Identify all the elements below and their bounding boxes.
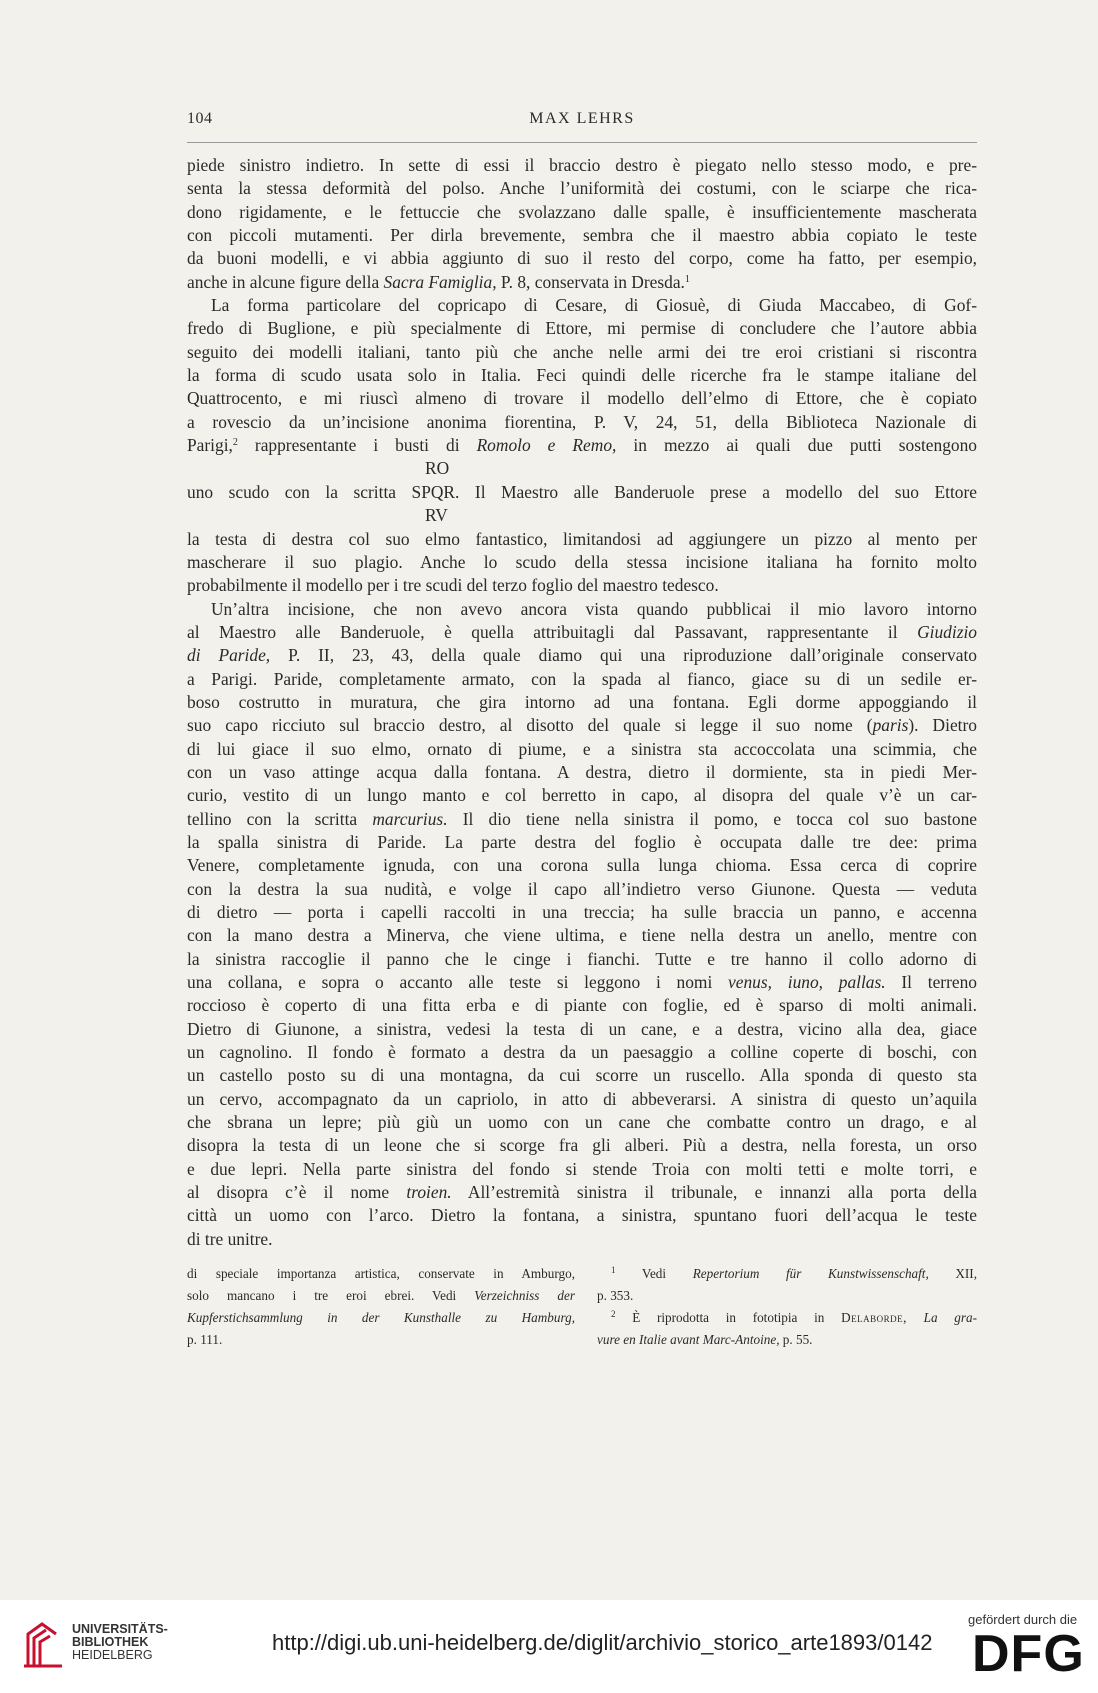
body-line: suo capo ricciuto sul braccio destro, al disotto del quale si legge il suo nome (paris). Dietro (187, 715, 977, 736)
funding-caption: gefördert durch die (968, 1612, 1078, 1627)
body-line: una collana, e sopra o accanto alle teste si leggono i nomi venus, iuno, pallas. Il terreno (187, 972, 977, 993)
body-line: di tre unitre. (187, 1228, 273, 1249)
running-title: MAX LEHRS (529, 110, 635, 127)
body-line: la forma di scudo usata solo in Italia. Feci quindi delle ricerche fra le stampe italiane del (187, 365, 977, 386)
source-url-link[interactable]: http://digi.ub.uni-heidelberg.de/diglit/archivio_storico_arte1893/0142 (272, 1630, 933, 1655)
body-line: con un vaso attinge acqua dalla fontana. A destra, dietro il dormiente, sta in piedi Mer- (187, 761, 977, 782)
body-line: seguito dei modelli italiani, tanto più che anche nelle armi dei tre eroi cristiani si riscontra (187, 341, 977, 362)
body-line: RO (425, 458, 450, 479)
header-rule (187, 142, 977, 143)
footnote-line: vure en Italie avant Marc-Antoine, p. 55. (597, 1332, 813, 1347)
body-line: RV (425, 505, 448, 526)
footnote-marker: 1 (611, 1265, 616, 1275)
body-line: uno scudo con la scritta SPQR. Il Maestro alle Banderuole prese a modello del suo Ettore (187, 481, 977, 502)
body-line: un cagnolino. Il fondo è formato a destra da un paesaggio a colline coperte di boschi, con (187, 1042, 977, 1063)
footnotes-right-column (597, 1263, 977, 1351)
footnote-line: di speciale importanza artistica, conservate in Amburgo, (187, 1266, 575, 1281)
body-line: Parigi,$^2$ rappresentante i busti di Romolo e Remo, in mezzo ai quali due putti sostengono (187, 435, 977, 456)
footnote-line: $^2$ È riprodotta in fototipia in Delaborde, La gra- (611, 1309, 978, 1325)
body-line: fredo di Buglione, e più specialmente di Ettore, mi permise di concludere che l’autore abbia (187, 318, 977, 339)
body-line: un cervo, accompagnato da un capriolo, in atto di abbeverarsi. A sinistra di questo un’aquila (187, 1088, 977, 1109)
footnote-ref: 2 (232, 437, 238, 449)
running-header (187, 110, 977, 132)
footnote-ref: 1 (684, 273, 690, 285)
footnotes-left-column (187, 1263, 575, 1351)
footnote-marker: 2 (611, 1309, 616, 1319)
footnote-line: p. 353. (597, 1288, 634, 1303)
body-line: un castello posto su di una montagna, da cui scorre un ruscello. Alla sponda di questo sta (187, 1065, 977, 1086)
body-line: Quattrocento, e mi riuscì almeno di trovare il modello dell’elmo di Ettore, che è copiato (187, 388, 977, 409)
footnote-line: Kupferstichsammlung in der Kunsthalle zu Hamburg, (187, 1310, 575, 1325)
body-line: probabilmente il modello per i tre scudi del terzo foglio del maestro tedesco. (187, 575, 719, 596)
dfg-logo[interactable]: DFG (972, 1625, 1085, 1683)
body-line: la sinistra raccoglie il panno che le cinge i fianchi. Tutte e tre hanno il collo adorno di (187, 948, 977, 969)
body-line: tellino con la scritta marcurius. Il dio tiene nella sinistra il pomo, e tocca col suo bastone (187, 808, 978, 829)
body-line: da buoni modelli, e vi abbia aggiunto di suo il resto del corpo, come ha fatto, per esempio, (187, 248, 977, 269)
body-line: senta la stessa deformità del polso. Anche l’uniformità dei costumi, con le sciarpe che rica- (187, 178, 977, 199)
main-text (187, 154, 977, 1251)
body-line: disopra la testa di un leone che si scorge fra gli alberi. Più a destra, nella foresta, un orso (187, 1135, 977, 1156)
body-line: con la mano destra a Minerva, che viene ultima, e tiene nella destra un anello, mentre con (187, 925, 977, 946)
body-line: mascherare il suo plagio. Anche lo scudo della stessa incisione italiana ha fornito molto (187, 551, 977, 572)
body-line: al disopra c’è il nome troien. All’estremità sinistra il tribunale, e innanzi alla porta della (187, 1182, 978, 1203)
body-line: di dietro — porta i capelli raccolti in una treccia; ha sulle braccia un panno, e accenna (187, 902, 977, 922)
body-line: con piccoli mutamenti. Per dirla brevemente, sembra che il maestro abbia copiato le teste (187, 225, 977, 246)
body-line: anche in alcune figure della Sacra Famiglia, P. 8, conservata in Dresda.$^1$ (187, 271, 690, 292)
body-line: roccioso è coperto di una fitta erba e di piante con foglie, ed è sparso di molti animali. (187, 995, 977, 1016)
body-line: con la destra la sua nudità, e volge il capo all’indietro verso Giunone. Questa — veduta (187, 878, 977, 899)
body-line: che sbrana un lepre; più giù un uomo con un cane che combatte contro un drago, e al (187, 1112, 977, 1133)
body-line: la testa di destra col suo elmo fantastico, limitandosi ad aggiungere un pizzo al mento per (187, 528, 977, 549)
viewer-footer (0, 1600, 1098, 1693)
footnote-line: $^1$ Vedi Repertorium für Kunstwissenschaft, XII, (611, 1265, 978, 1281)
footnote-line: solo mancano i tre eroi ebrei. Vedi Verzeichniss der (187, 1288, 575, 1303)
body-line: di lui giace il suo elmo, ornato di piume, e a sinistra sta accoccolata una scimmia, che (187, 738, 977, 759)
body-line: dono rigidamente, e le fettuccie che svolazzano dalle spalle, è insufficientemente mascherata (187, 201, 977, 222)
body-line: Venere, completamente ignuda, con una corona sulla lunga chioma. Essa cerca di coprire (187, 855, 977, 876)
body-line: a rovescio da un’incisione anonima fiorentina, P. V, 24, 51, della Biblioteca Nazionale di (187, 411, 977, 432)
body-line: curio, vestito di un lungo manto e col berretto in capo, al disopra del quale v’è un car- (187, 785, 977, 806)
body-line: Un’altra incisione, che non avevo ancora vista quando pubblicai il mio lavoro intorno (211, 598, 977, 619)
body-line: città un uomo con l’arco. Dietro la fontana, a sinistra, spuntano fuori dell’acqua le teste (187, 1205, 977, 1226)
university-library-logo[interactable] (22, 1620, 64, 1670)
body-line: a Parigi. Paride, completamente armato, con la spada al fianco, giace su di un sedile er- (187, 668, 977, 689)
body-line: di Paride, P. II, 23, 43, della quale diamo qui una riproduzione dall’originale conservato (187, 645, 977, 666)
page-number: 104 (187, 110, 213, 127)
body-line: e due lepri. Nella parte sinistra del fondo si stende Troia con molti tetti e molte torri, e (187, 1158, 977, 1179)
body-line: Dietro di Giunone, a sinistra, vedesi la testa di un cane, e a destra, vicino alla dea, giace (187, 1018, 977, 1039)
body-line: boso costrutto in muratura, che gira intorno ad una fontana. Egli dorme appoggiando il (187, 691, 977, 712)
body-line: al Maestro alle Banderuole, è quella attribuitagli dal Passavant, rappresentante il Giudizio (187, 621, 977, 642)
university-library-name: UNIVERSITÄTS- BIBLIOTHEK HEIDELBERG (72, 1622, 168, 1662)
body-line: la spalla sinistra di Paride. La parte destra del foglio è occupata dalle tre dee: prima (187, 831, 977, 852)
body-line: piede sinistro indietro. In sette di essi il braccio destro è piegato nello stesso modo, e pre- (187, 155, 977, 175)
footnote-line: p. 111. (187, 1332, 223, 1347)
body-line: La forma particolare del copricapo di Cesare, di Giosuè, di Giuda Maccabeo, di Gof- (211, 295, 977, 316)
